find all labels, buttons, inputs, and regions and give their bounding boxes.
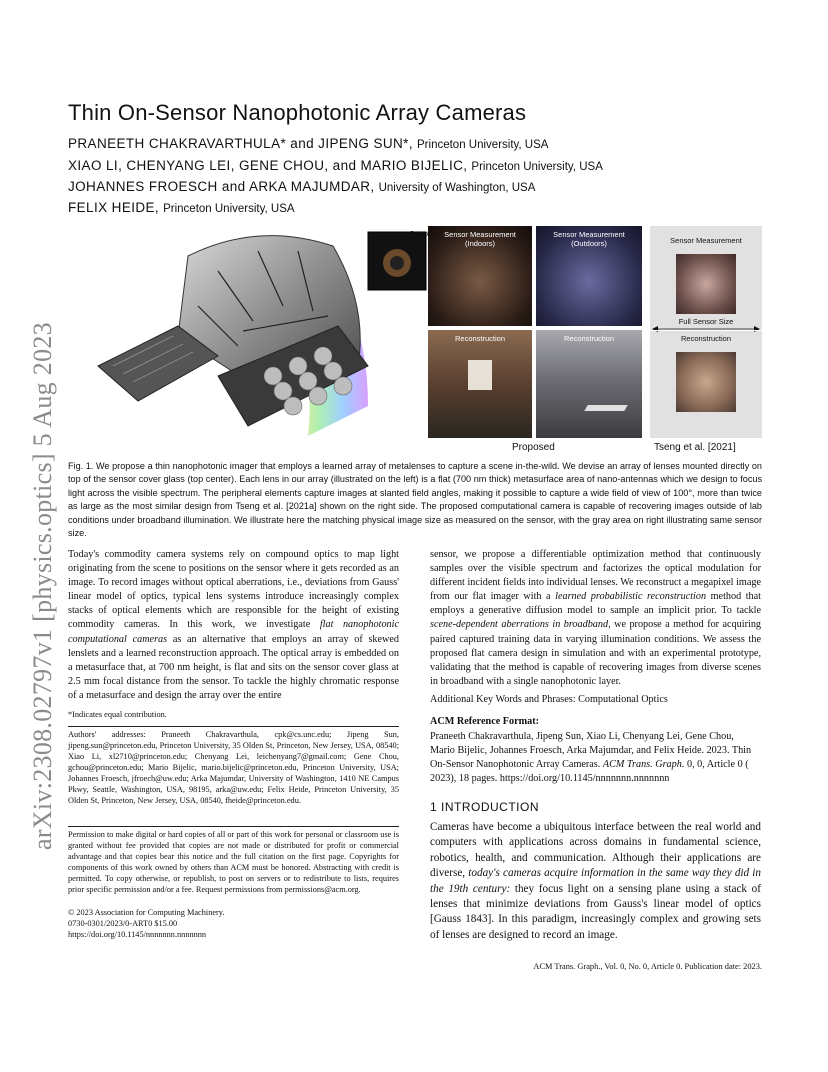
sensor-size-arrow [652, 326, 760, 332]
issn-line: 0730-0301/2023/0-ART0 $15.00 [68, 919, 178, 928]
abstract-text: we propose a method for acquiring paired captured training data in varying illumination conditions. We assess the proposed flat camera design in simulation and with an experimental prototype, validating that the method is capable of recovering images from diverse scenes in broadband with a single nanophotonic layer. [430, 619, 762, 687]
panel-title: Sensor Measurement (Indoors) [444, 230, 516, 248]
emphasis-text: learned probabilistic reconstruction [555, 591, 707, 603]
footnote-divider [68, 726, 399, 727]
metalens-array-illustration [68, 226, 428, 456]
author-addresses: Authors' addresses: Praneeth Chakravarthula, cpk@cs.unc.edu; Jipeng Sun, jipeng.sun@princeton.edu, Princeton University, 35 Olden St, Princeton, New Jersey, USA, 08540; Xiao Li, xl2710@princeton.edu; Chenyang Lei, leichenyang7@gmail.com; Gene Chou, gchou@princeton.edu; Mario Bijelic, mario.bijelic@princeton.edu, Princeton University, USA; Johannes Froesch, jfroech@uw.edu; Arka Majumdar, University of Washington, 1410 NE Campus Pkwy, Seattle, Washington, USA, 98195, arka@uw.edu; Felix Heide, Princeton University, 35 Olden St, Princeton, New Jersey, USA, 08540, fheide@princeton.edu. [68, 730, 399, 805]
doi-line: https://doi.org/10.1145/nnnnnnn.nnnnnnn [68, 930, 207, 939]
intro-text: they focus light on a sensing plane using a stack of lenses that minimize deviations from Gauss's linear model of optics [Gauss 1843]. In this paradigm, increasingly complex and growing sets of lenses are designed to record an image. [430, 882, 761, 941]
sensor-measurement-indoors [428, 226, 532, 326]
panel-title: Sensor Measurement [670, 236, 742, 245]
equal-contribution-note: *Indicates equal contribution. [68, 710, 167, 719]
panel-title: Reconstruction [563, 334, 615, 343]
acm-reference-heading: ACM Reference Format: [430, 716, 539, 727]
author-line-1 [68, 136, 548, 151]
panel-title: Reconstruction [680, 334, 732, 343]
proposed-label: Proposed [512, 442, 555, 453]
abstract-text: sensor, we propose a differentiable optimization method that continuously samples over the visible spectrum and factorizes the optical modulation for different incident fields into individual lenses. We reconstruct a megapixel image from our flat imager with a [430, 549, 761, 603]
panel-title: Reconstruction [454, 334, 506, 343]
arxiv-stamp [18, 250, 58, 850]
journal-name: ACM Trans. Graph. [602, 759, 685, 770]
author-names: XIAO LI, CHENYANG LEI, GENE CHOU, and MARIO BIJELIC, [68, 158, 468, 173]
paper-title: Thin On-Sensor Nanophotonic Array Cameras [68, 100, 527, 125]
abstract-text: Today's commodity camera systems rely on compound optics to map light originating from the scene to positions on the sensor where it gets recorded as an image. To record images without optical aberrations, i.e., deviations from Gauss' linear model of optics, typical lens systems introduce increasingly complex stacks of optical elements which are responsible for the height of existing commodity cameras. In this work, we investigate [68, 549, 399, 631]
introduction-body [430, 820, 761, 943]
reference-text: Praneeth Chakravarthula, Jipeng Sun, Xiao Li, Chenyang Lei, Gene Chou, Mario Bijelic, Johannes Froesch, Arka Majumdar, and Felix Heide. 2023. Thin On-Sensor Nanophotonic Array Cameras. [430, 731, 752, 770]
reconstruction-indoors [428, 330, 532, 438]
abstract-left-column [68, 548, 399, 703]
setup-label: Setup [409, 231, 428, 238]
abstract-text: as an alternative that employs an array of skewed lenslets and a learned reconstruction approach. The optical array is embedded on a metasurface that, at 700 nm height, is flat and sits on the sensor cover glass at 2.5 mm focal distance from the sensor. To tackle the highly chromatic response of a metasurface and design the array over the entire [68, 633, 400, 701]
teaser-figure [68, 226, 762, 456]
author-line-2 [68, 158, 603, 173]
acm-reference-body [430, 730, 761, 786]
abstract-text: method that employs a generative diffusion model to sample an implicit prior. To tackle [430, 591, 761, 617]
running-footer: ACM Trans. Graph., Vol. 0, No. 0, Article 0. Publication date: 2023. [533, 962, 762, 971]
footnote-divider [68, 826, 399, 827]
keywords: Additional Key Words and Phrases: Computational Optics [430, 694, 668, 705]
full-sensor-size-label: Full Sensor Size [678, 317, 734, 326]
sensor-measurement-outdoors [536, 226, 642, 326]
author-names: FELIX HEIDE, [68, 200, 160, 215]
intro-text: Cameras have become a ubiquitous interface between the real world and computers with applications across domains in fundamental science, robotics, health, and communication. Although their applications are diverse, [430, 821, 761, 880]
emphasis-text: today's cameras acquire information in the same way they did in the 19th century: [430, 867, 762, 895]
reference-text: 0, 0, Article 0 ( 2023), 18 pages. https://doi.org/10.1145/nnnnnnn.nnnnnnn [430, 759, 749, 784]
figure-caption: Fig. 1. We propose a thin nanophotonic imager that employs a learned array of metalenses to capture a scene in-the-wild. We devise an array of lenses mounted directly on top of the sensor cover glass (top center). Each lens in our array (illustrated on the left) is a flat (700 nm thick) metasurface area of nano-antennas which we design to focus light across the visible spectrum. The peripheral elements capture images at slanted field angles, making it possible to capture a wide field of view of 100°, more than twice as large as the most similar design from Tseng et al. [2021a] shown on the right side. The proposed computational camera is capable of recovering images outside of lab conditions under broadband illumination. We illustrate here the matching physical image size as measured on the sensor, with the gray area on right illustrating same sensor size. [68, 461, 762, 539]
author-affiliation: Princeton University, USA [471, 161, 603, 173]
panel-title: Sensor Measurement (Outdoors) [553, 230, 625, 248]
emphasis-text: flat nanophotonic computational cameras [68, 619, 399, 645]
author-line-4 [68, 200, 295, 215]
baseline-label: Tseng et al. [2021] [654, 442, 736, 453]
author-names: JOHANNES FROESCH and ARKA MAJUMDAR, [68, 179, 375, 194]
baseline-panel [650, 226, 762, 438]
arxiv-identifier: arXiv:2308.02797v1 [physics.optics] 5 Aug 2023 [28, 322, 57, 850]
author-affiliation: University of Washington, USA [378, 182, 536, 194]
permission-notice: Permission to make digital or hard copies of all or part of this work for personal or classroom use is granted without fee provided that copies are not made or distributed for profit or commercial advantage and that copies bear this notice and the full citation on the first page. Copyrights for components of this work owned by others than ACM must be honored. Abstracting with credit is permitted. To copy otherwise, or republish, to post on servers or to redistribute to lists, requires prior specific permission and/or a fee. Request permissions from permissions@acm.org. [68, 830, 399, 894]
reconstruction-outdoors [536, 330, 642, 438]
author-affiliation: Princeton University, USA [417, 139, 549, 151]
abstract-right-column [430, 548, 761, 689]
section-heading: 1 INTRODUCTION [430, 800, 539, 814]
author-affiliation: Princeton University, USA [163, 203, 295, 215]
copyright-line: © 2023 Association for Computing Machinery. [68, 908, 225, 917]
author-names: PRANEETH CHAKRAVARTHULA* and JIPENG SUN*, [68, 136, 413, 151]
author-line-3 [68, 179, 535, 194]
emphasis-text: scene-dependent aberrations in broadband, [430, 619, 611, 631]
